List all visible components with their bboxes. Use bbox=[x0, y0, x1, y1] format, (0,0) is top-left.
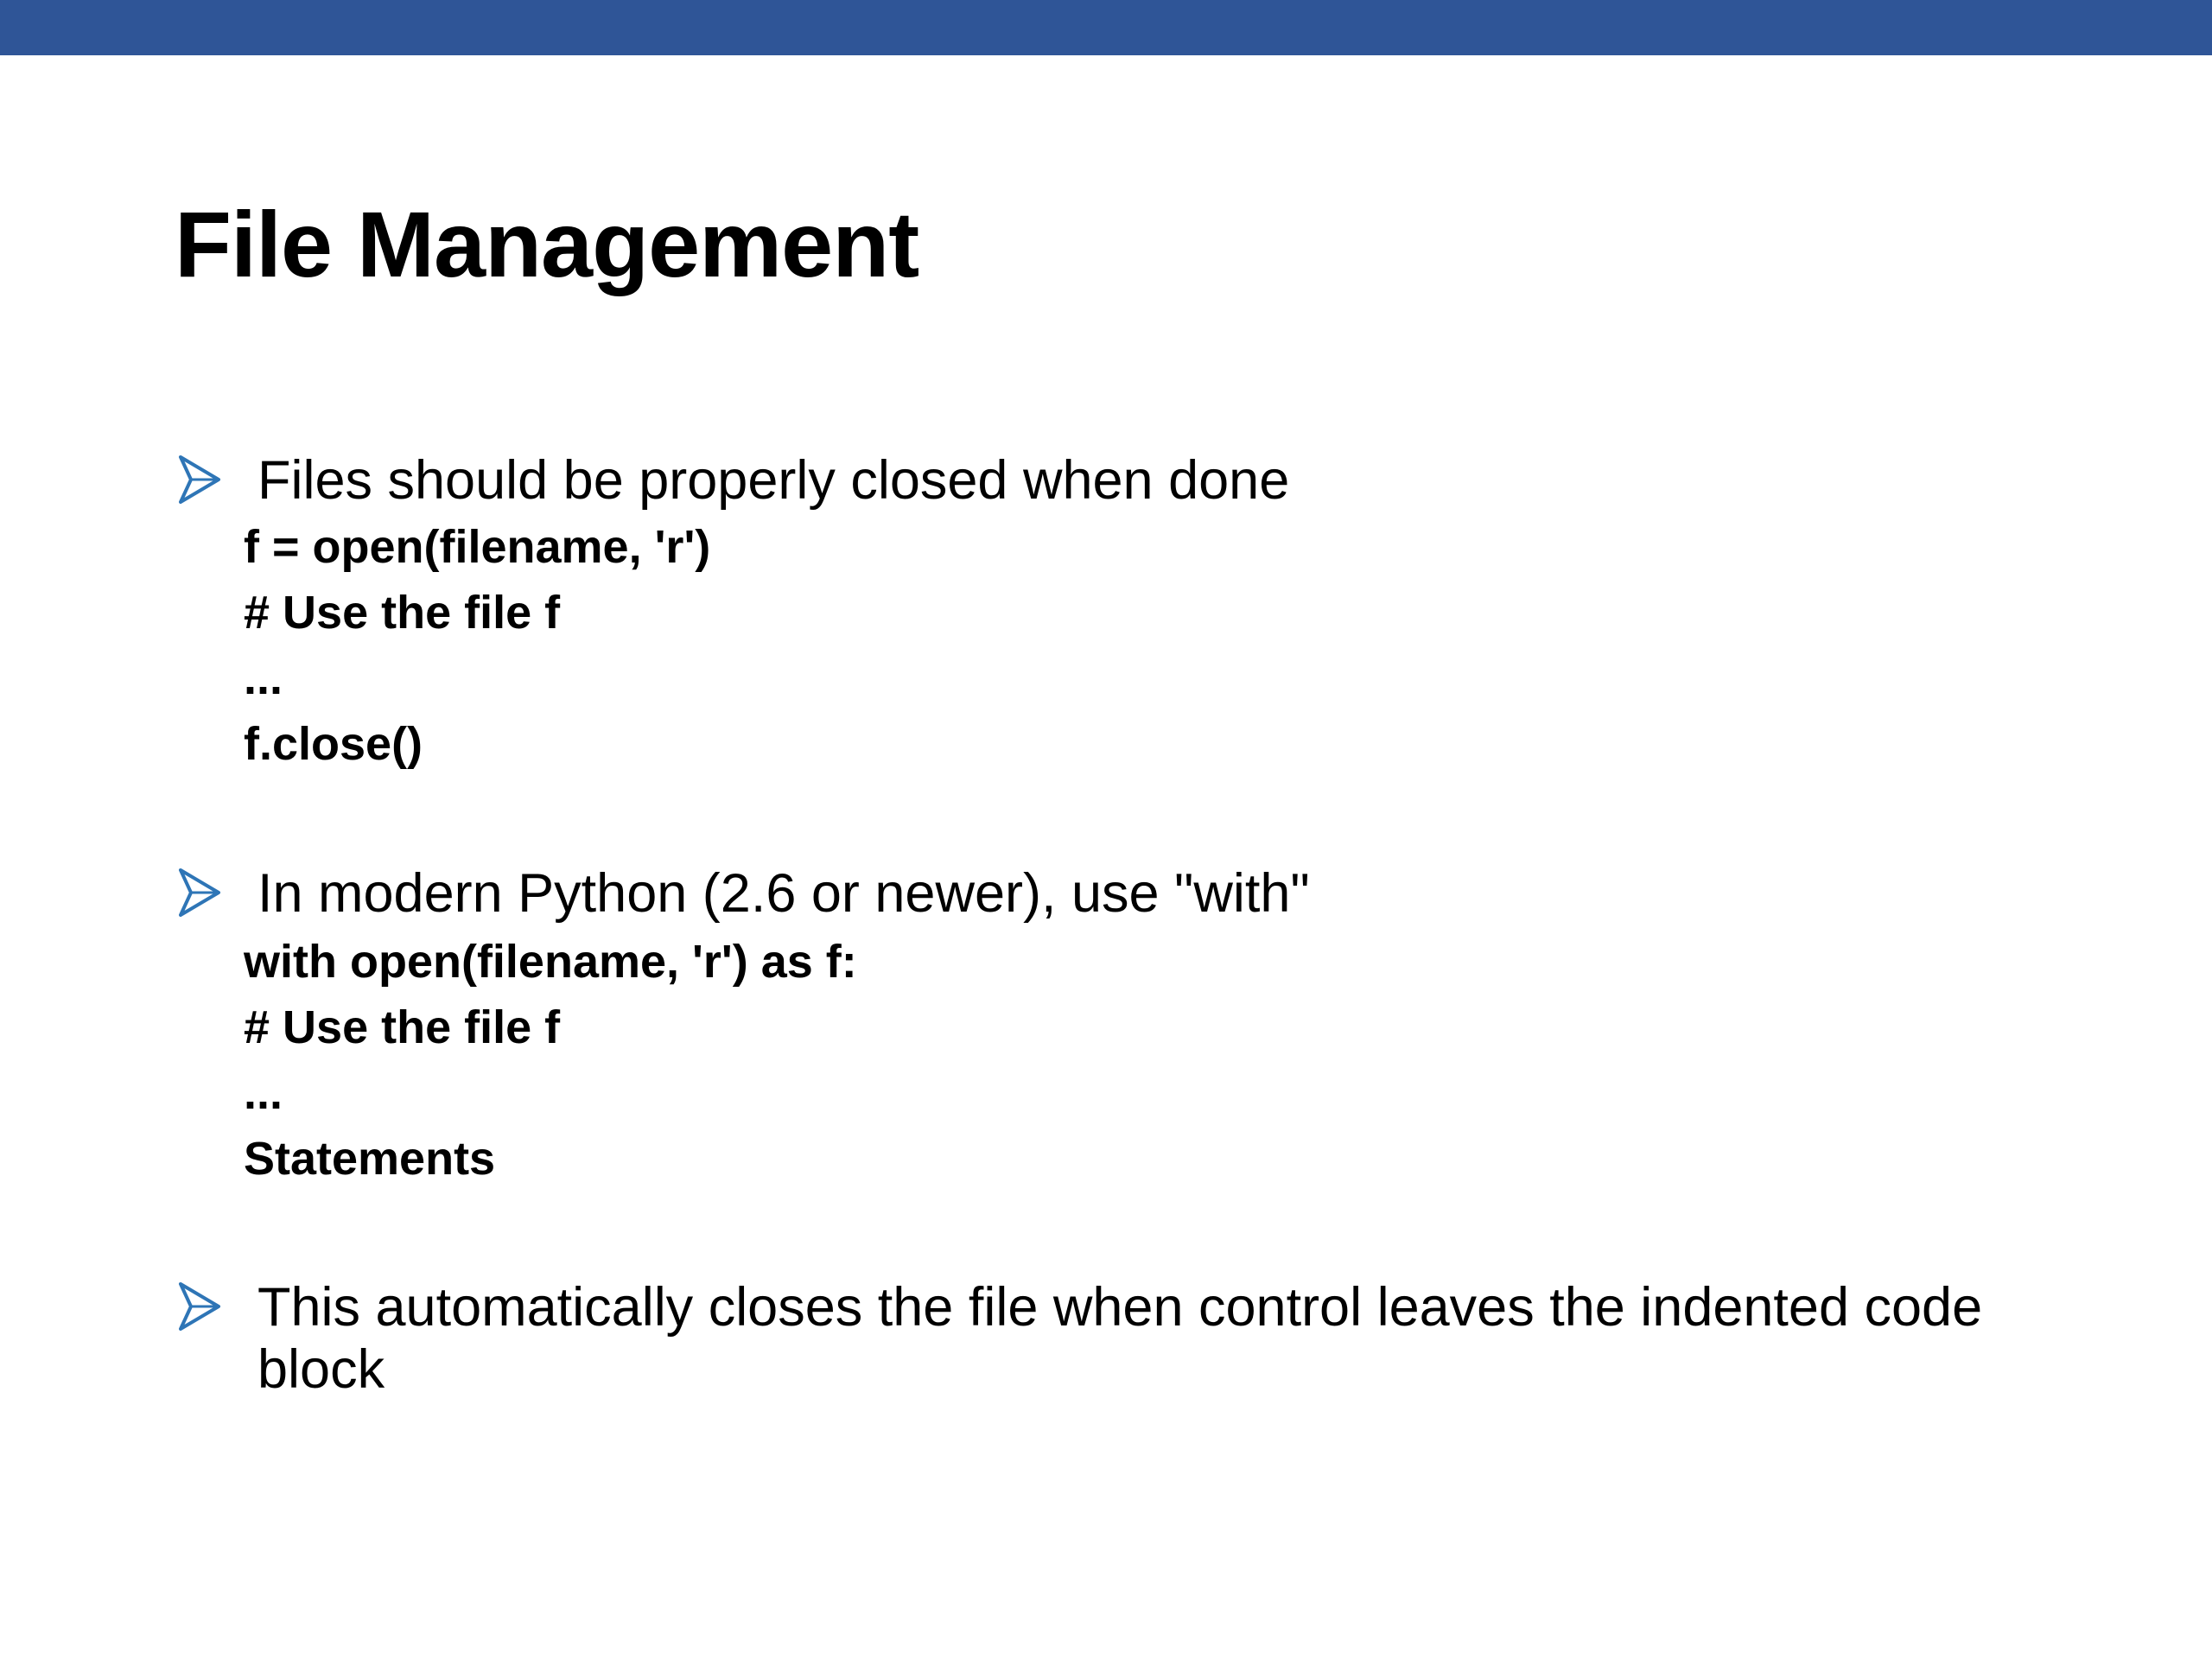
arrowhead-bullet-icon bbox=[178, 868, 221, 918]
code-line: with open(filename, 'r') as f: bbox=[244, 936, 857, 988]
code-block bbox=[244, 514, 710, 777]
arrowhead-bullet-icon bbox=[178, 454, 221, 505]
slide-title: File Management bbox=[175, 192, 919, 296]
code-line: # Use the file f bbox=[244, 1001, 561, 1053]
code-line: ... bbox=[244, 1067, 283, 1119]
code-line: f.close() bbox=[244, 718, 423, 770]
code-line: # Use the file f bbox=[244, 587, 561, 639]
bullet-text: Files should be properly closed when done bbox=[257, 450, 1290, 511]
code-line: f = open(filename, 'r') bbox=[244, 521, 711, 573]
bullet-text: In modern Python (2.6 or newer), use "with" bbox=[257, 863, 1310, 924]
code-line: Statements bbox=[244, 1133, 496, 1185]
code-line: ... bbox=[244, 652, 283, 704]
bullet-text: This automatically closes the file when control leaves the indented code block bbox=[257, 1277, 1983, 1400]
top-accent-bar bbox=[0, 0, 2212, 55]
code-block bbox=[244, 929, 857, 1192]
arrowhead-bullet-icon bbox=[178, 1281, 221, 1332]
